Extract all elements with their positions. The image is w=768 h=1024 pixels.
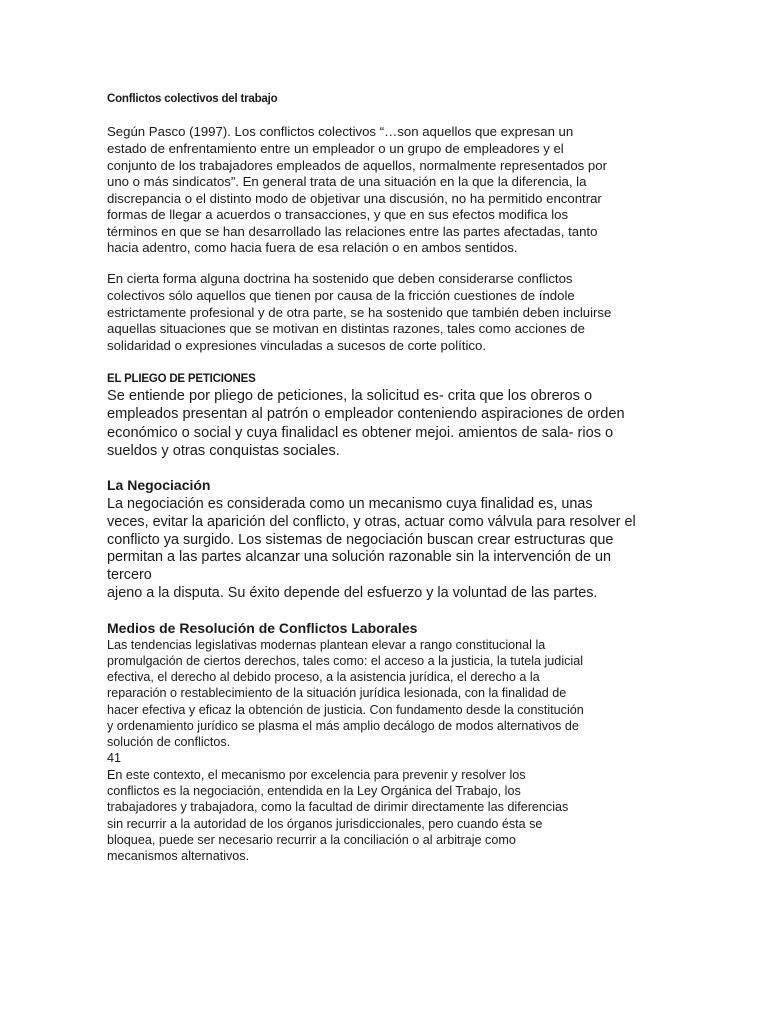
text-line: formas de llegar a acuerdos o transacciones, y que en sus efectos modifica los (107, 207, 569, 222)
text-line: conflictos es la negociación, entendida en la Ley Orgánica del Trabajo, los (107, 784, 521, 798)
text-line: En este contexto, el mecanismo por excelencia para prevenir y resolver los (107, 768, 526, 782)
text-line: solución de conflictos. (107, 735, 231, 749)
text-line: sin recurrir a la autoridad de los órganos jurisdiccionales, pero cuando ésta se (107, 817, 543, 831)
text-line: ajeno a la disputa. Su éxito depende del esfuerzo y la voluntad de las partes. (107, 585, 598, 601)
text-line: bloquea, puede ser necesario recurrir a la conciliación o al arbitraje como (107, 833, 516, 847)
text-line: términos en que se han desarrollado las relaciones entre las partes afectadas, tanto (107, 224, 598, 239)
text-line: empleados presentan al patrón o empleador conteniendo aspiraciones de orden (107, 406, 625, 422)
text-line: Según Pasco (1997). Los conflictos colectivos “…son aquellos que expresan un (107, 124, 574, 139)
text-line: Se entiende por pliego de peticiones, la solicitud es- crita que los obreros o (107, 388, 593, 404)
text-line: conflicto ya surgido. Los sistemas de negociación buscan crear estructuras que (107, 532, 614, 548)
text-line: colectivos sólo aquellos que tienen por causa de la fricción cuestiones de índole (107, 288, 575, 303)
text-line: aquellas situaciones que se motivan en distintas razones, tales como acciones de (107, 321, 585, 336)
text-line: reparación o restablecimiento de la situación jurídica lesionada, con la finalidad de (107, 686, 567, 700)
heading-negociacion: La Negociación (107, 477, 211, 493)
page-number-text: 41 (107, 751, 122, 765)
document-title: Conflictos colectivos del trabajo (107, 93, 278, 105)
text-line: En cierta forma alguna doctrina ha sostenido que deben considerarse conflictos (107, 271, 573, 286)
text-line: veces, evitar la aparición del conflicto, y otras, actuar como válvula para resolver el (107, 514, 636, 530)
heading-pliego: EL PLIEGO DE PETICIONES (107, 373, 256, 385)
text-line: económico o social y cuya finalidacl es obtener mejoi. amientos de sala- rios o (107, 425, 614, 441)
text-line: hacia adentro, como hacia fuera de esa relación o en ambos sentidos. (107, 240, 518, 255)
text-line: permitan a las partes alcanzar una solución razonable sin la intervención de un (107, 549, 611, 565)
text-line: uno o más sindicatos”. En general trata de una situación en la que la diferencia, la (107, 174, 587, 189)
text-line: Las tendencias legislativas modernas plantean elevar a rango constitucional la (107, 638, 546, 652)
text-line: tercero (107, 567, 152, 583)
text-line: conjunto de los trabajadores empleados de aquellos, normalmente representados por (107, 158, 607, 173)
text-line: y ordenamiento jurídico se plasma el más amplio decálogo de modos alternativos de (107, 719, 579, 733)
text-line: La negociación es considerada como un mecanismo cuya finalidad es, unas (107, 496, 593, 512)
text-line: promulgación de ciertos derechos, tales como: el acceso a la justicia, la tutela judicial (107, 654, 584, 668)
text-line: mecanismos alternativos. (107, 849, 250, 863)
text-line: solidaridad o expresiones vinculadas a sucesos de corte político. (107, 338, 486, 353)
text-line: discrepancia o el distinto modo de objetivar una discusión, no ha permitido encontrar (107, 191, 602, 206)
text-line: trabajadores y trabajadora, como la facultad de dirimir directamente las diferencias (107, 800, 569, 814)
text-line: hacer efectiva y eficaz la obtención de justicia. Con fundamento desde la constitución (107, 703, 584, 717)
text-line: efectiva, el derecho al debido proceso, a la asistencia jurídica, el derecho a la (107, 670, 540, 684)
text-line: estado de enfrentamiento entre un empleador o un grupo de empleadores y el (107, 141, 564, 156)
text-line: sueldos y otras conquistas sociales. (107, 443, 340, 459)
text-line: estrictamente profesional y de otra parte, se ha sostenido que también deben incluirse (107, 305, 612, 320)
heading-medios: Medios de Resolución de Conflictos Laborales (107, 620, 418, 636)
